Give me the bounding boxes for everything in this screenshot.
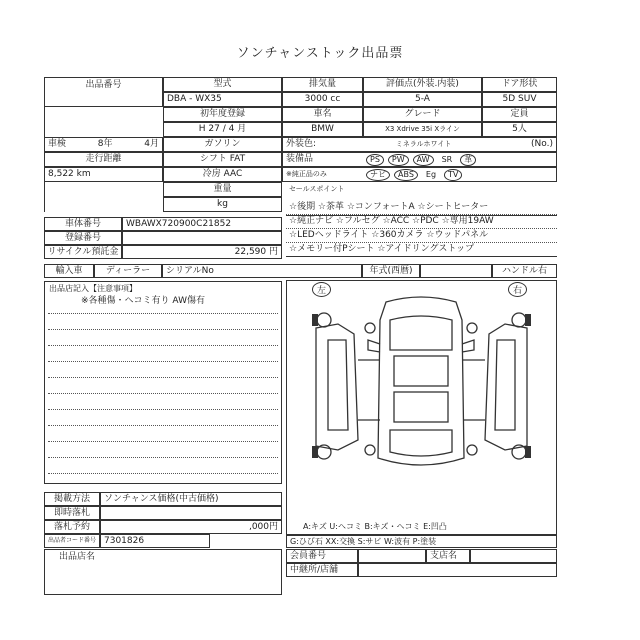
- equip-sr: SR: [441, 154, 453, 164]
- notes-header: 出品店記入【注意事項】: [49, 284, 137, 293]
- page-title: ソンチャンストック出品票: [236, 46, 404, 61]
- inspection-month: 4月: [144, 139, 159, 149]
- reserve-bid-label: 落札予約: [44, 520, 100, 534]
- displacement-label: 排気量: [282, 77, 363, 92]
- equip-tv: TV: [444, 169, 462, 181]
- equip-pw: PW: [388, 154, 409, 166]
- equip-eg: Eg: [425, 169, 437, 179]
- equip-leather: 革: [460, 154, 476, 166]
- store-name-box: 出品店名: [44, 549, 282, 595]
- equipment-note: ※純正品のみ: [286, 170, 327, 178]
- inspection-year: 8年: [97, 139, 113, 149]
- car-name-value: BMW: [282, 122, 363, 137]
- immediate-bid-label: 即時落札: [44, 506, 100, 520]
- relay-store-label: 中継所/店舗: [286, 563, 358, 577]
- handle-value: ハンドル右: [492, 264, 557, 278]
- grade-value: X3 Xdrive 35i Xライン: [363, 122, 482, 137]
- equipment-row-2: [282, 167, 557, 182]
- door-value: 5D SUV: [482, 92, 557, 107]
- equipment-label: 装備品: [286, 154, 314, 164]
- car-damage-diagram: [286, 280, 557, 483]
- door-label: ドア形状: [482, 77, 557, 92]
- capacity-value: 5人: [482, 122, 557, 137]
- equipment-row: [282, 152, 557, 167]
- vin-label: 車体番号: [44, 217, 122, 231]
- grade-score-value: 5-A: [363, 92, 482, 107]
- exterior-color-cell: [282, 137, 557, 152]
- model-year-value: [420, 264, 492, 278]
- relay-store-value: [358, 563, 557, 577]
- branch-label: 支店名: [426, 549, 470, 563]
- model-value: DBA - WX35: [163, 92, 282, 107]
- equip-abs: ABS: [394, 169, 418, 181]
- shift-value: シフト FAT: [163, 152, 282, 167]
- lot-number-blank: [44, 107, 163, 137]
- immediate-bid-value: [100, 506, 282, 520]
- plate-value: [122, 231, 282, 245]
- member-number-label: 会員番号: [286, 549, 358, 563]
- vin-value: WBAWX720900C21852: [122, 217, 282, 231]
- weight-blank: [44, 182, 163, 212]
- equip-navi: ナビ: [366, 169, 390, 181]
- weight-unit: kg: [163, 197, 282, 212]
- recycle-label: リサイクル預託金: [44, 245, 122, 259]
- member-number-value: [358, 549, 426, 563]
- import-label: 輸入車: [44, 264, 94, 278]
- sales-point-3: ☆LEDヘッドライト ☆360カメラ ☆ウッドパネル: [286, 229, 557, 243]
- seller-code-value: 7301826: [100, 534, 210, 548]
- first-reg-value: H 27 / 4 月: [163, 122, 282, 137]
- exterior-color-label: 外装色:: [286, 139, 317, 149]
- capacity-label: 定員: [482, 107, 557, 122]
- sales-point-label: セールスポイント: [289, 185, 345, 193]
- listing-method-label: 掲載方法: [44, 492, 100, 506]
- mileage-value: 8,522 km: [44, 167, 163, 182]
- equip-aw: AW: [413, 154, 434, 166]
- legend-line-2: G:ひび石 XX:交換 S:サビ W:波有 P:塗装: [286, 535, 557, 548]
- right-side-label: 右: [508, 282, 527, 297]
- sales-point-1: ☆後期 ☆茶革 ☆コンフォートA ☆シートヒーター: [286, 201, 557, 215]
- first-reg-label: 初年度登録: [163, 107, 282, 122]
- ac-value: 冷房 AAC: [163, 167, 282, 182]
- serial-label: シリアルNo: [162, 264, 362, 278]
- listing-method-value: ソンチャンス価格(中古価格): [100, 492, 282, 506]
- sales-point-4: ☆メモリー付Pシート ☆アイドリングストップ: [286, 243, 557, 257]
- exterior-color-no: (No.): [531, 139, 553, 149]
- grade-score-label: 評価点(外装.内装): [363, 77, 482, 92]
- fuel-value: ガソリン: [163, 137, 282, 152]
- model-year-label: 年式(西暦): [362, 264, 420, 278]
- exterior-color-value: ミネラルホワイト: [395, 140, 452, 148]
- plate-label: 登録番号: [44, 231, 122, 245]
- car-name-label: 車名: [282, 107, 363, 122]
- branch-value: [470, 549, 557, 563]
- lot-number-label: 出品番号: [44, 77, 163, 107]
- notes-line-1: ※各種傷・ヘコミ有り AW傷有: [81, 296, 205, 306]
- weight-label: 重量: [163, 182, 282, 197]
- recycle-value: 22,590 円: [122, 245, 282, 259]
- equip-ps: PS: [366, 154, 384, 166]
- dealer-value: ディーラー: [94, 264, 162, 278]
- model-label: 型式: [163, 77, 282, 92]
- notes-box: [44, 281, 282, 484]
- inspection-label: 車検: [48, 139, 67, 149]
- left-side-label: 左: [312, 282, 331, 297]
- inspection-cell: [44, 137, 163, 152]
- grade-label: グレード: [363, 107, 482, 122]
- displacement-value: 3000 cc: [282, 92, 363, 107]
- sales-point-2: ☆純正ナビ ☆フルセグ ☆ACC ☆PDC ☆専用19AW: [286, 215, 557, 229]
- mileage-label: 走行距離: [44, 152, 163, 167]
- legend-line-1: A:キズ U:ヘコミ B:キズ・ヘコミ E:凹凸: [303, 522, 447, 531]
- reserve-bid-value: ,000円: [100, 520, 282, 534]
- seller-code-label: 出品者コード番号: [44, 534, 100, 548]
